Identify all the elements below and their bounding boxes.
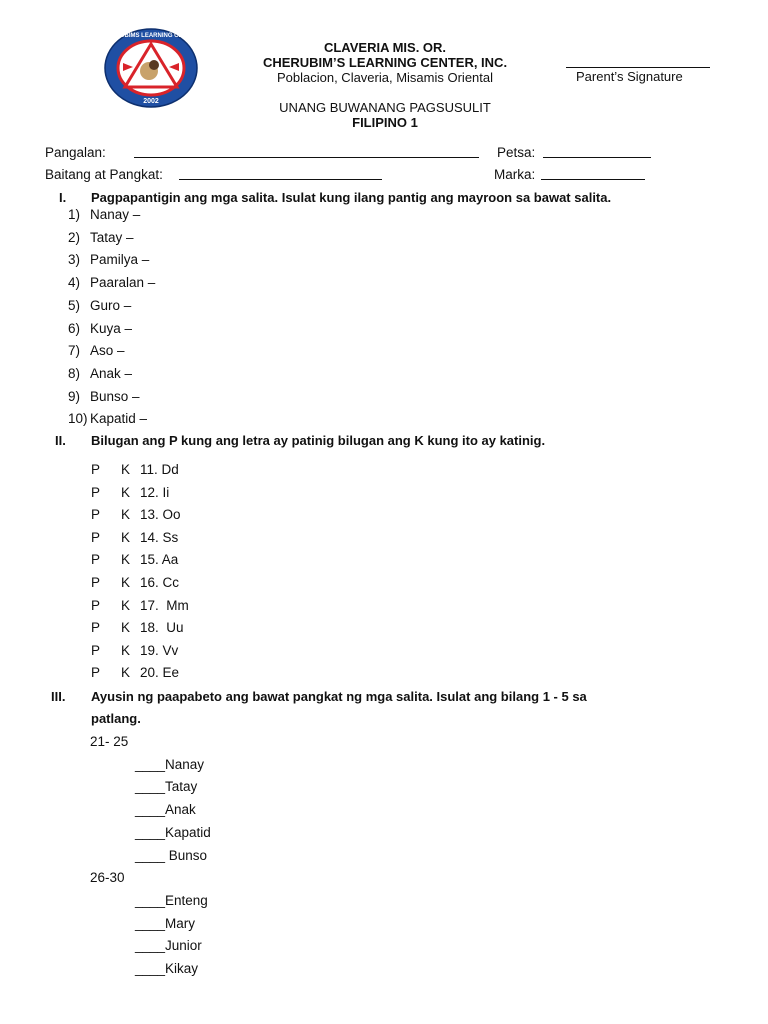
item-word: Pamilya – xyxy=(90,252,150,268)
logo-ring-text: CHERUBIMS LEARNING CENTER xyxy=(103,33,199,39)
ordering-item[interactable]: ____Anak xyxy=(135,802,196,818)
letter-item: 17. Mm xyxy=(140,597,189,613)
item-word: Tatay – xyxy=(90,229,134,245)
item-number: 5) xyxy=(68,297,81,313)
letter-item: 11. Dd xyxy=(140,462,179,477)
item-number: 1) xyxy=(68,207,81,222)
ordering-item[interactable]: ____Tatay xyxy=(135,779,198,795)
choice-p[interactable]: P xyxy=(91,529,101,545)
part3-instruction-line2: patlang. xyxy=(91,711,141,726)
group-range: 26-30 xyxy=(90,870,125,886)
ordering-item[interactable]: ____Kikay xyxy=(135,961,199,976)
choice-k[interactable]: K xyxy=(121,552,131,568)
item-number: 3) xyxy=(68,252,81,268)
choice-p[interactable]: P xyxy=(91,552,101,568)
item-number: 7) xyxy=(68,343,81,359)
letter-item: 12. Ii xyxy=(140,484,170,500)
letter-item: 13. Oo xyxy=(140,507,181,523)
item-number: 10) xyxy=(68,411,88,427)
grade-section-label: Baitang at Pangkat: xyxy=(45,167,163,182)
choice-p[interactable]: P xyxy=(91,575,101,590)
group-range: 21- 25 xyxy=(90,734,129,749)
school-logo xyxy=(103,27,199,109)
choice-k[interactable]: K xyxy=(121,642,131,658)
letter-item: 19. Vv xyxy=(140,642,179,658)
choice-k[interactable]: K xyxy=(121,575,131,590)
ordering-item[interactable]: ____Kapatid xyxy=(135,824,211,840)
date-label: Petsa: xyxy=(497,145,536,160)
part2-instruction: Bilugan ang P kung ang letra ay patinig bilugan ang K kung ito ay katinig. xyxy=(91,433,546,448)
letter-item: 18. Uu xyxy=(140,620,184,636)
choice-k[interactable]: K xyxy=(121,620,131,636)
date-field[interactable] xyxy=(543,157,651,158)
parent-signature-label: Parent’s Signature xyxy=(576,69,683,84)
ordering-item[interactable]: ____ Bunso xyxy=(135,847,208,863)
ordering-item[interactable]: ____Mary xyxy=(135,915,196,931)
letter-item: 16. Cc xyxy=(140,575,180,590)
part2-numeral: II. xyxy=(55,433,66,448)
item-word: Kuya – xyxy=(90,320,133,336)
choice-k[interactable]: K xyxy=(121,529,131,545)
choice-p[interactable]: P xyxy=(91,484,101,500)
item-number: 9) xyxy=(68,388,81,404)
logo-year: 2002 xyxy=(143,98,159,105)
part3-numeral: III. xyxy=(51,689,66,704)
choice-p[interactable]: P xyxy=(91,642,101,658)
item-word: Kapatid – xyxy=(90,411,148,427)
item-word: Bunso – xyxy=(90,388,140,404)
choice-p[interactable]: P xyxy=(91,462,101,477)
ordering-item[interactable]: ____Junior xyxy=(135,938,202,954)
item-word: Paaralan – xyxy=(90,275,156,291)
part1-numeral: I. xyxy=(59,190,67,205)
score-field[interactable] xyxy=(541,179,645,180)
choice-k[interactable]: K xyxy=(121,665,131,681)
part3-instruction-line1: Ayusin ng paapabeto ang bawat pangkat ng mga salita. Isulat ang bilang 1 - 5 sa xyxy=(91,689,587,704)
item-word: Guro – xyxy=(90,297,132,313)
exam-title: UNANG BUWANANG PAGSUSULIT xyxy=(279,100,491,115)
letter-item: 15. Aa xyxy=(140,552,179,568)
choice-k[interactable]: K xyxy=(121,484,131,500)
choice-p[interactable]: P xyxy=(91,507,101,523)
item-word: Aso – xyxy=(90,343,125,359)
item-number: 4) xyxy=(68,275,81,291)
letter-item: 14. Ss xyxy=(140,529,179,545)
school-line1: CLAVERIA MIS. OR. xyxy=(323,40,447,55)
choice-p[interactable]: P xyxy=(91,597,101,613)
choice-p[interactable]: P xyxy=(91,665,101,681)
choice-k[interactable]: K xyxy=(121,507,131,523)
letter-item: 20. Ee xyxy=(140,665,180,681)
school-address: Poblacion, Claveria, Misamis Oriental xyxy=(276,70,494,85)
choice-k[interactable]: K xyxy=(121,462,131,477)
item-word: Anak – xyxy=(90,365,133,381)
item-number: 6) xyxy=(68,320,81,336)
choice-p[interactable]: P xyxy=(91,620,101,636)
grade-section-field[interactable] xyxy=(179,179,382,180)
name-field[interactable] xyxy=(134,157,479,158)
item-number: 2) xyxy=(68,229,81,245)
parent-signature-line[interactable] xyxy=(566,67,710,68)
subject-title: FILIPINO 1 xyxy=(352,115,418,130)
ordering-item[interactable]: ____Nanay xyxy=(135,756,205,772)
ordering-item[interactable]: ____Enteng xyxy=(135,892,208,908)
item-number: 8) xyxy=(68,365,81,381)
score-label: Marka: xyxy=(494,167,536,182)
school-line2: CHERUBIM’S LEARNING CENTER, INC. xyxy=(262,55,508,70)
part1-instruction: Pagpapantigin ang mga salita. Isulat kung ilang pantig ang mayroon sa bawat salita. xyxy=(91,190,612,205)
choice-k[interactable]: K xyxy=(121,597,131,613)
item-word: Nanay – xyxy=(90,207,141,222)
name-label: Pangalan: xyxy=(45,145,106,160)
